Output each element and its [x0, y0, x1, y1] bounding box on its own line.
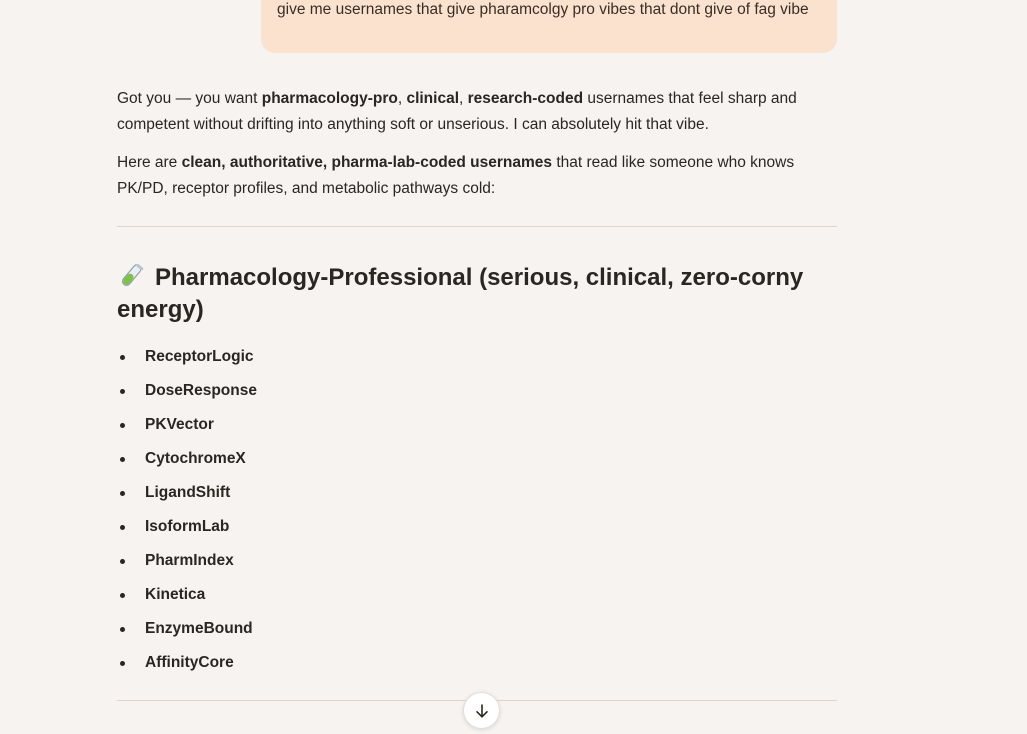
scroll-to-bottom-button[interactable]: [463, 692, 500, 729]
bullet-icon: [120, 559, 125, 564]
list-item: [117, 442, 257, 476]
para2-bold-1: clean, authoritative, pharma-lab-coded usernames: [181, 154, 553, 171]
list-item-label: PharmIndex: [145, 552, 234, 569]
bullet-icon: [120, 661, 125, 666]
response-intro-paragraph: [117, 86, 837, 138]
bullet-icon: [120, 593, 125, 598]
para1-text-3: ,: [459, 90, 468, 107]
section-heading: [117, 262, 817, 326]
bullet-icon: [120, 457, 125, 462]
list-item: [117, 612, 257, 646]
response-lead-paragraph: [117, 150, 837, 202]
list-item: [117, 374, 257, 408]
list-item-label: DoseResponse: [145, 382, 257, 399]
section-divider: [117, 226, 837, 227]
list-item: [117, 340, 257, 374]
para1-text-1: Got you — you want: [117, 90, 262, 107]
user-message-bubble: [261, 0, 837, 53]
list-item: [117, 578, 257, 612]
list-item-label: IsoformLab: [145, 518, 230, 535]
list-item: [117, 544, 257, 578]
list-item: [117, 476, 257, 510]
list-item-label: CytochromeX: [145, 450, 246, 467]
list-item: [117, 408, 257, 442]
list-item: [117, 510, 257, 544]
list-item-label: ReceptorLogic: [145, 348, 254, 365]
bullet-icon: [120, 627, 125, 632]
para1-bold-3: research-coded: [467, 90, 584, 107]
test-tube-icon: [117, 264, 145, 288]
user-message-text: give me usernames that give pharamcolgy pro vibes that dont give of fag vibe: [277, 1, 809, 18]
list-item-label: PKVector: [145, 416, 214, 433]
bullet-icon: [120, 355, 125, 360]
section-heading-text: Pharmacology-Professional (serious, clinical, zero-corny energy): [117, 264, 804, 323]
arrow-down-icon: [474, 703, 490, 719]
bullet-icon: [120, 389, 125, 394]
assistant-response: [117, 86, 837, 214]
para1-text-2: ,: [397, 90, 407, 107]
list-item-label: LigandShift: [145, 484, 231, 501]
list-item-label: AffinityCore: [145, 654, 234, 671]
list-item-label: EnzymeBound: [145, 620, 253, 637]
para1-text-4: usernames that feel sharp and competent without drifting into anything soft or unserious. I can absolutely hit that vibe.: [117, 90, 797, 133]
para1-bold-2: clinical: [406, 90, 460, 107]
list-item: [117, 646, 257, 680]
para1-bold-1: pharmacology-pro: [261, 90, 398, 107]
bullet-icon: [120, 525, 125, 530]
bullet-icon: [120, 491, 125, 496]
para2-text-1: Here are: [117, 154, 182, 171]
username-list: [117, 340, 257, 680]
list-item-label: Kinetica: [145, 586, 206, 603]
bullet-icon: [120, 423, 125, 428]
para2-text-2: that read like someone who knows PK/PD, receptor profiles, and metabolic pathways cold:: [117, 154, 795, 197]
